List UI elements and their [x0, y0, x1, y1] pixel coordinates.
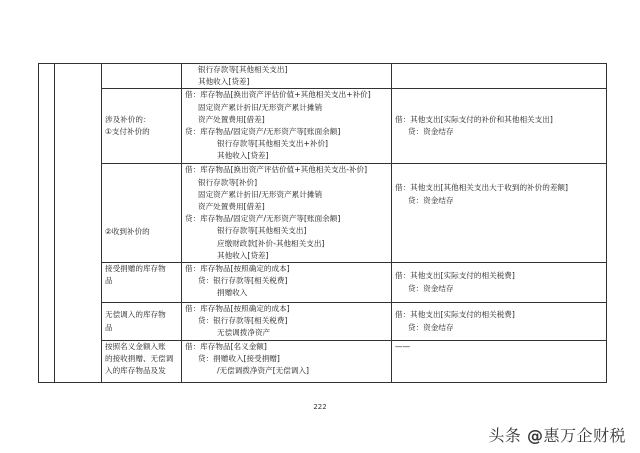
entry-line: 其他收入[贷差] [217, 151, 269, 161]
budget-entry-cell [392, 263, 607, 303]
entry-line: 捐赠收入 [217, 288, 248, 298]
entry-line: 贷：资金结存 [408, 322, 454, 332]
financial-entry-cell [182, 341, 392, 383]
label-line: ①支付补价的 [105, 127, 150, 137]
entry-line: 借：库存物品[按照确定的成本] [185, 304, 290, 314]
label-line: 涉及补价的： [105, 115, 151, 125]
entry-line: 银行存款等[其他相关支出+补价] [217, 139, 329, 149]
row-label [102, 64, 182, 89]
label-line: 无偿调入的库存物 [105, 310, 166, 320]
financial-entry-cell [182, 263, 392, 303]
financial-entry-cell [182, 164, 392, 263]
page-number: 222 [313, 403, 327, 411]
entry-line: 贷：库存物品/固定资产/无形资产等[账面余额] [185, 127, 341, 137]
entry-line: 借：其他支出[实际支付的补价和其他相关支出] [395, 115, 553, 125]
table-row [39, 303, 607, 341]
label-line: 品 [105, 276, 113, 286]
watermark-at: @ [526, 426, 544, 445]
entry-line: 借：库存物品[换出资产评估价值+其他相关支出+补价] [185, 90, 371, 100]
label-line: 按照名义金额入账 [105, 342, 166, 352]
accounting-entries-table [38, 63, 607, 383]
row-label [102, 341, 182, 383]
financial-entry-cell [182, 89, 392, 164]
row-label [102, 164, 182, 263]
entry-line: 资产处置费用[借差] [198, 202, 265, 212]
budget-entry-cell [392, 89, 607, 164]
entry-line: 银行存款等[其他相关支出] [217, 226, 307, 236]
entry-line: 资产处置费用[借差] [198, 114, 265, 124]
table-row [39, 89, 607, 164]
entry-line: 其他收入[贷差] [198, 77, 250, 87]
financial-entry-cell [182, 64, 392, 89]
entry-line: 无偿调拨净资产 [217, 328, 271, 338]
entry-line: 贷：资金结存 [408, 127, 454, 137]
table-row [39, 263, 607, 303]
label-line: 的接收捐赠、无偿调 [105, 354, 174, 364]
watermark-prefix: 头条 [488, 426, 522, 445]
row-label [102, 89, 182, 164]
entry-line: 固定资产累计折旧/无形资产累计摊销 [198, 102, 323, 112]
budget-entry-cell [392, 164, 607, 263]
entry-line: 应缴财政款[补价-其他相关支出] [217, 238, 325, 248]
entry-line: 借：库存物品[按照确定的成本] [185, 264, 290, 274]
entry-line: 贷：银行存款等[相关税费] [198, 276, 288, 286]
entry-line: 借：库存物品[换出资产评估价值+其他相关支出-补价] [185, 165, 368, 175]
entry-line: 其他收入[贷差] [217, 250, 269, 260]
entry-line: 银行存款等[补价] [198, 177, 258, 187]
entry-line: 借：其他支出[实际支付的相关税费] [395, 310, 515, 320]
entry-line: 银行存款等[其他相关支出] [198, 65, 288, 74]
entry-line: 借：库存物品[名义金额] [185, 342, 267, 352]
entry-line: 贷：资金结存 [408, 283, 454, 293]
label-line: 接受捐赠的库存物 [105, 264, 166, 274]
entry-line: 贷：捐赠收入[接受捐赠] [198, 354, 280, 364]
dash-mark: —— [395, 342, 411, 352]
entry-line: 固定资产累计折旧/无形资产累计摊销 [198, 189, 323, 199]
budget-entry-cell [392, 341, 607, 383]
table-row [39, 164, 607, 263]
entry-line: 贷：库存物品/固定资产/无形资产等[账面余额] [185, 214, 341, 224]
outer-column-1 [39, 64, 55, 383]
watermark [488, 423, 626, 446]
row-label [102, 303, 182, 341]
entry-line: 借：其他支出[其他相关支出大于收到的补价的差额] [395, 183, 568, 193]
financial-entry-cell [182, 303, 392, 341]
table-row [39, 341, 607, 383]
entry-line: 贷：资金结存 [408, 195, 454, 205]
budget-entry-cell [392, 303, 607, 341]
entry-line: 借：其他支出[实际支付的相关税费] [395, 271, 515, 281]
row-label [102, 263, 182, 303]
entry-line: /无偿调拨净资产[无偿调入] [217, 366, 310, 376]
entry-line: 贷：银行存款等[相关税费] [198, 316, 288, 326]
label-line: ②收到补价的 [105, 227, 150, 237]
watermark-name: 惠万企财税 [543, 426, 626, 445]
outer-column-2 [55, 64, 102, 383]
budget-entry-cell [392, 64, 607, 89]
label-line: 入的库存物品及发 [105, 366, 166, 376]
table-row [39, 64, 607, 89]
label-line: 品 [105, 322, 113, 332]
